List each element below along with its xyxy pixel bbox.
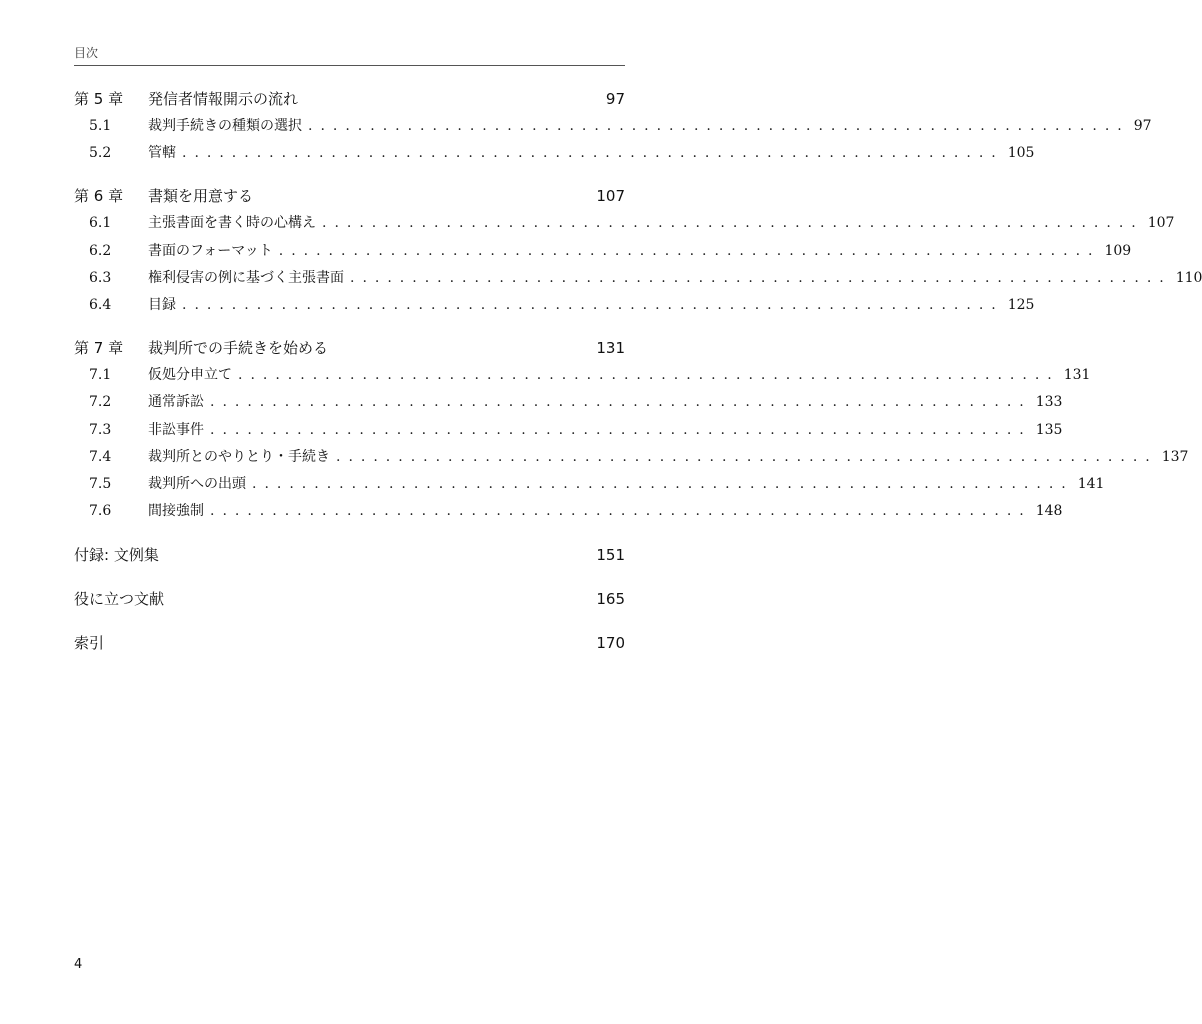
toc-section-7-3[interactable] (74, 417, 1063, 444)
section-number: 7.4 (89, 448, 112, 465)
dot-leader: .................................................................. (278, 242, 1101, 259)
section-page: 137 (1161, 448, 1189, 465)
toc-chapter-6[interactable] (74, 183, 625, 210)
section-page: 110 (1175, 269, 1202, 286)
toc-section-6-3[interactable] (74, 265, 1202, 292)
toc-references[interactable] (74, 586, 625, 613)
toc-section-7-4[interactable] (74, 444, 1189, 471)
section-page: 109 (1104, 242, 1132, 259)
section-title: 裁判所への出頭 (148, 475, 246, 492)
running-header: 目次 (74, 46, 99, 60)
section-number: 6.3 (89, 269, 112, 286)
toc-section-7-2[interactable] (74, 389, 1063, 416)
chapter-title: 発信者情報開示の流れ (148, 90, 299, 108)
section-page: 148 (1035, 503, 1063, 520)
appendix-title: 付録: 文例集 (74, 546, 159, 565)
section-number: 6.2 (89, 242, 112, 259)
dot-leader: .................................................................. (182, 296, 1004, 313)
section-number: 6.1 (89, 215, 112, 232)
toc-section-6-2[interactable] (74, 238, 1132, 265)
toc-chapter-7[interactable] (74, 335, 625, 362)
references-title: 役に立つ文献 (74, 590, 165, 609)
toc-section-6-1[interactable] (74, 210, 1175, 237)
toc-section-5-1[interactable] (74, 113, 1152, 140)
dot-leader: .................................................................. (336, 448, 1158, 465)
index-title: 索引 (74, 634, 105, 653)
section-title: 裁判所とのやりとり・手続き (148, 448, 330, 465)
chapter-number: 第 6 章 (74, 187, 124, 206)
section-number: 5.1 (89, 118, 112, 134)
section-page: 105 (1007, 145, 1035, 162)
chapter-page: 131 (596, 339, 625, 358)
section-title: 書面のフォーマット (148, 242, 273, 259)
section-title: 仮処分申立て (148, 367, 232, 384)
chapter-number: 第 5 章 (74, 90, 124, 108)
dot-leader: .................................................................. (182, 145, 1004, 162)
section-title: 裁判手続きの種類の選択 (148, 118, 302, 134)
toc-section-7-6[interactable] (74, 498, 1063, 525)
section-title: 主張書面を書く時の心構え (148, 215, 316, 232)
toc-section-7-5[interactable] (74, 471, 1105, 498)
section-number: 6.4 (89, 296, 112, 313)
section-page: 125 (1007, 296, 1035, 313)
section-title: 非訟事件 (148, 421, 204, 438)
dot-leader: .................................................................. (210, 421, 1032, 438)
appendix-page: 151 (596, 546, 625, 565)
dot-leader: .................................................................. (308, 118, 1130, 134)
dot-leader: .................................................................. (322, 215, 1144, 232)
toc-appendix[interactable] (74, 542, 625, 569)
index-page: 170 (596, 634, 625, 653)
section-number: 7.5 (89, 475, 112, 492)
chapter-page: 107 (596, 187, 625, 206)
section-title: 通常訴訟 (148, 394, 204, 411)
section-number: 7.1 (89, 367, 112, 384)
section-title: 権利侵害の例に基づく主張書面 (148, 269, 344, 286)
chapter-number: 第 7 章 (74, 339, 124, 358)
section-title: 管轄 (148, 145, 176, 162)
section-page: 135 (1035, 421, 1063, 438)
dot-leader: .................................................................. (350, 269, 1172, 286)
section-title: 間接強制 (148, 503, 204, 520)
table-of-contents (74, 86, 1202, 657)
section-page: 141 (1077, 475, 1105, 492)
toc-chapter-5[interactable] (74, 86, 625, 113)
section-page: 131 (1063, 367, 1091, 384)
section-page: 97 (1133, 118, 1152, 134)
chapter-title: 書類を用意する (148, 187, 254, 206)
page-number: 4 (74, 957, 83, 972)
chapter-title: 裁判所での手続きを始める (148, 339, 329, 358)
toc-section-7-1[interactable] (74, 362, 1091, 389)
section-title: 目録 (148, 296, 176, 313)
section-number: 7.2 (89, 394, 112, 411)
dot-leader: .................................................................. (210, 394, 1032, 411)
toc-index[interactable] (74, 630, 625, 657)
dot-leader: .................................................................. (210, 503, 1032, 520)
dot-leader: .................................................................. (238, 367, 1060, 384)
section-number: 5.2 (89, 145, 112, 162)
toc-section-6-4[interactable] (74, 292, 1035, 319)
references-page: 165 (596, 590, 625, 609)
section-number: 7.3 (89, 421, 112, 438)
dot-leader: .................................................................. (252, 475, 1074, 492)
header-rule (74, 65, 625, 66)
section-page: 107 (1147, 215, 1175, 232)
chapter-page: 97 (605, 90, 625, 108)
section-page: 133 (1035, 394, 1063, 411)
section-number: 7.6 (89, 503, 112, 520)
toc-section-5-2[interactable] (74, 140, 1035, 167)
